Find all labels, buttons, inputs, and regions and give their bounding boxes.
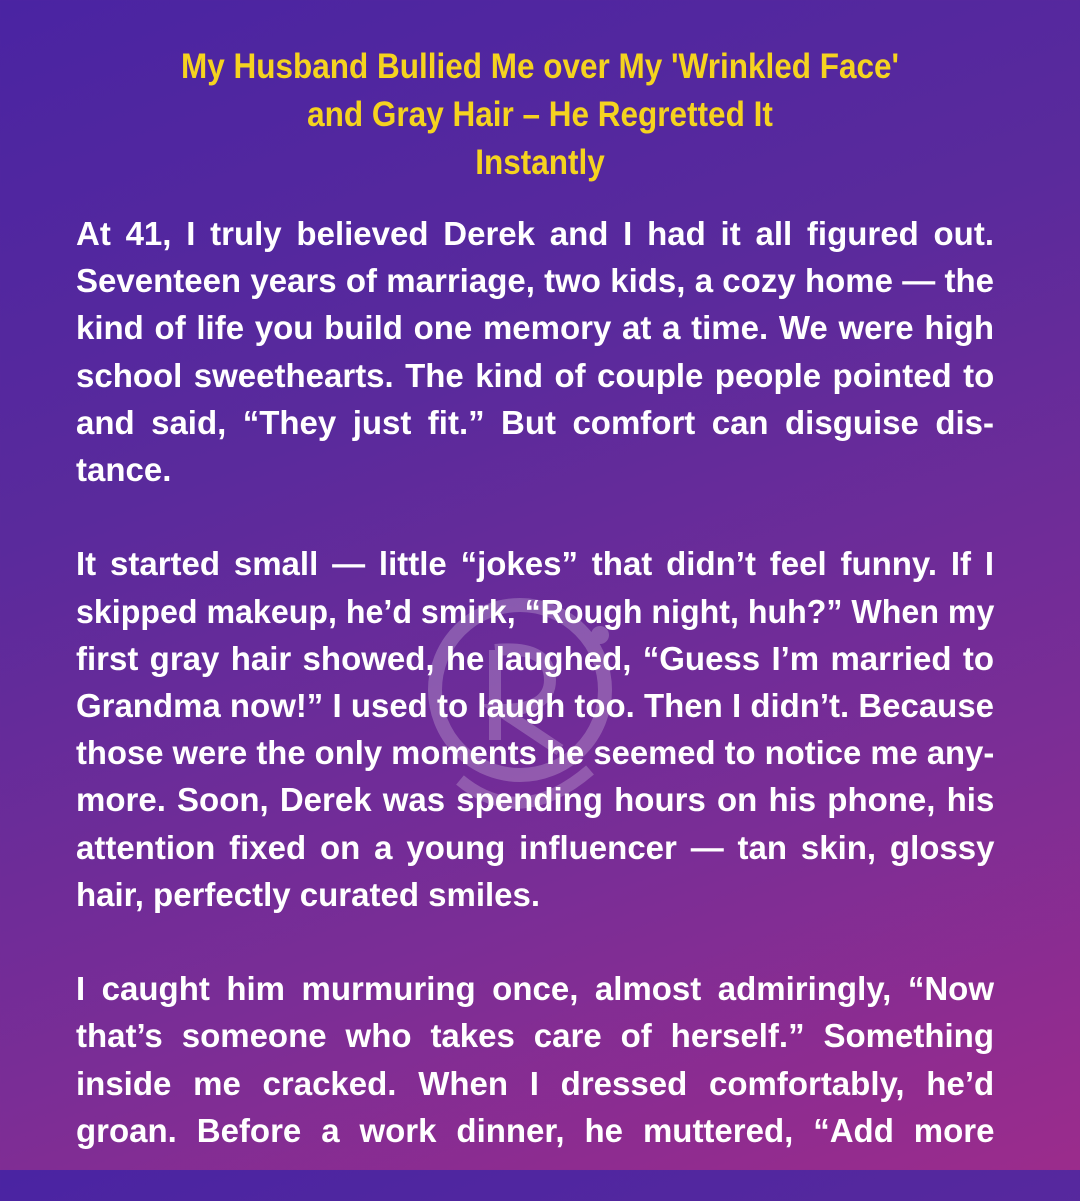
text-line: skipped makeup, he’d smirk, “Rough night, huh?” When my <box>76 592 995 630</box>
text-line: more. Soon, Derek was spending hours on his phone, his <box>76 781 995 819</box>
title-line: My Husband Bullied Me over My 'Wrinkled Face' <box>180 47 900 86</box>
paragraph-3 <box>76 965 994 1154</box>
text-line: and said, “They just fit.” But comfort can disguise dis- <box>76 403 994 441</box>
text-line: hair, perfectly curated smiles. <box>76 875 541 913</box>
text-line: groan. Before a work dinner, he muttered, “Add more <box>76 1111 995 1149</box>
article-body <box>76 210 994 1201</box>
paragraph-2 <box>76 540 994 918</box>
article-title <box>126 43 954 187</box>
text-line: school sweethearts. The kind of couple people pointed to <box>76 356 995 394</box>
title-line: Instantly <box>475 143 605 182</box>
text-line: kind of life you build one memory at a time. We were high <box>76 309 994 347</box>
text-line: Seventeen years of marriage, two kids, a cozy home — the <box>76 262 994 300</box>
text-line: Grandma now!” I used to laugh too. Then I didn’t. Because <box>76 687 994 725</box>
text-line: inside me cracked. When I dressed comfortably, he’d <box>76 1064 995 1102</box>
text-line: At 41, I truly believed Derek and I had it all figured out. <box>76 215 994 252</box>
text-line: attention fixed on a young influencer — tan skin, glossy <box>76 828 995 866</box>
text-line: those were the only moments he seemed to notice me any- <box>76 734 995 772</box>
text-line: It started small — little “jokes” that didn’t feel funny. If I <box>76 545 994 583</box>
title-line: and Gray Hair – He Regretted It <box>307 95 773 134</box>
text-line: first gray hair showed, he laughed, “Guess I’m married to <box>76 639 994 677</box>
paragraph-1 <box>76 210 994 493</box>
text-line: tance. <box>76 451 172 489</box>
text-line: that’s someone who takes care of herself.” Something <box>76 1017 994 1055</box>
text-line: I caught him murmuring once, almost admiringly, “Now <box>76 970 994 1008</box>
